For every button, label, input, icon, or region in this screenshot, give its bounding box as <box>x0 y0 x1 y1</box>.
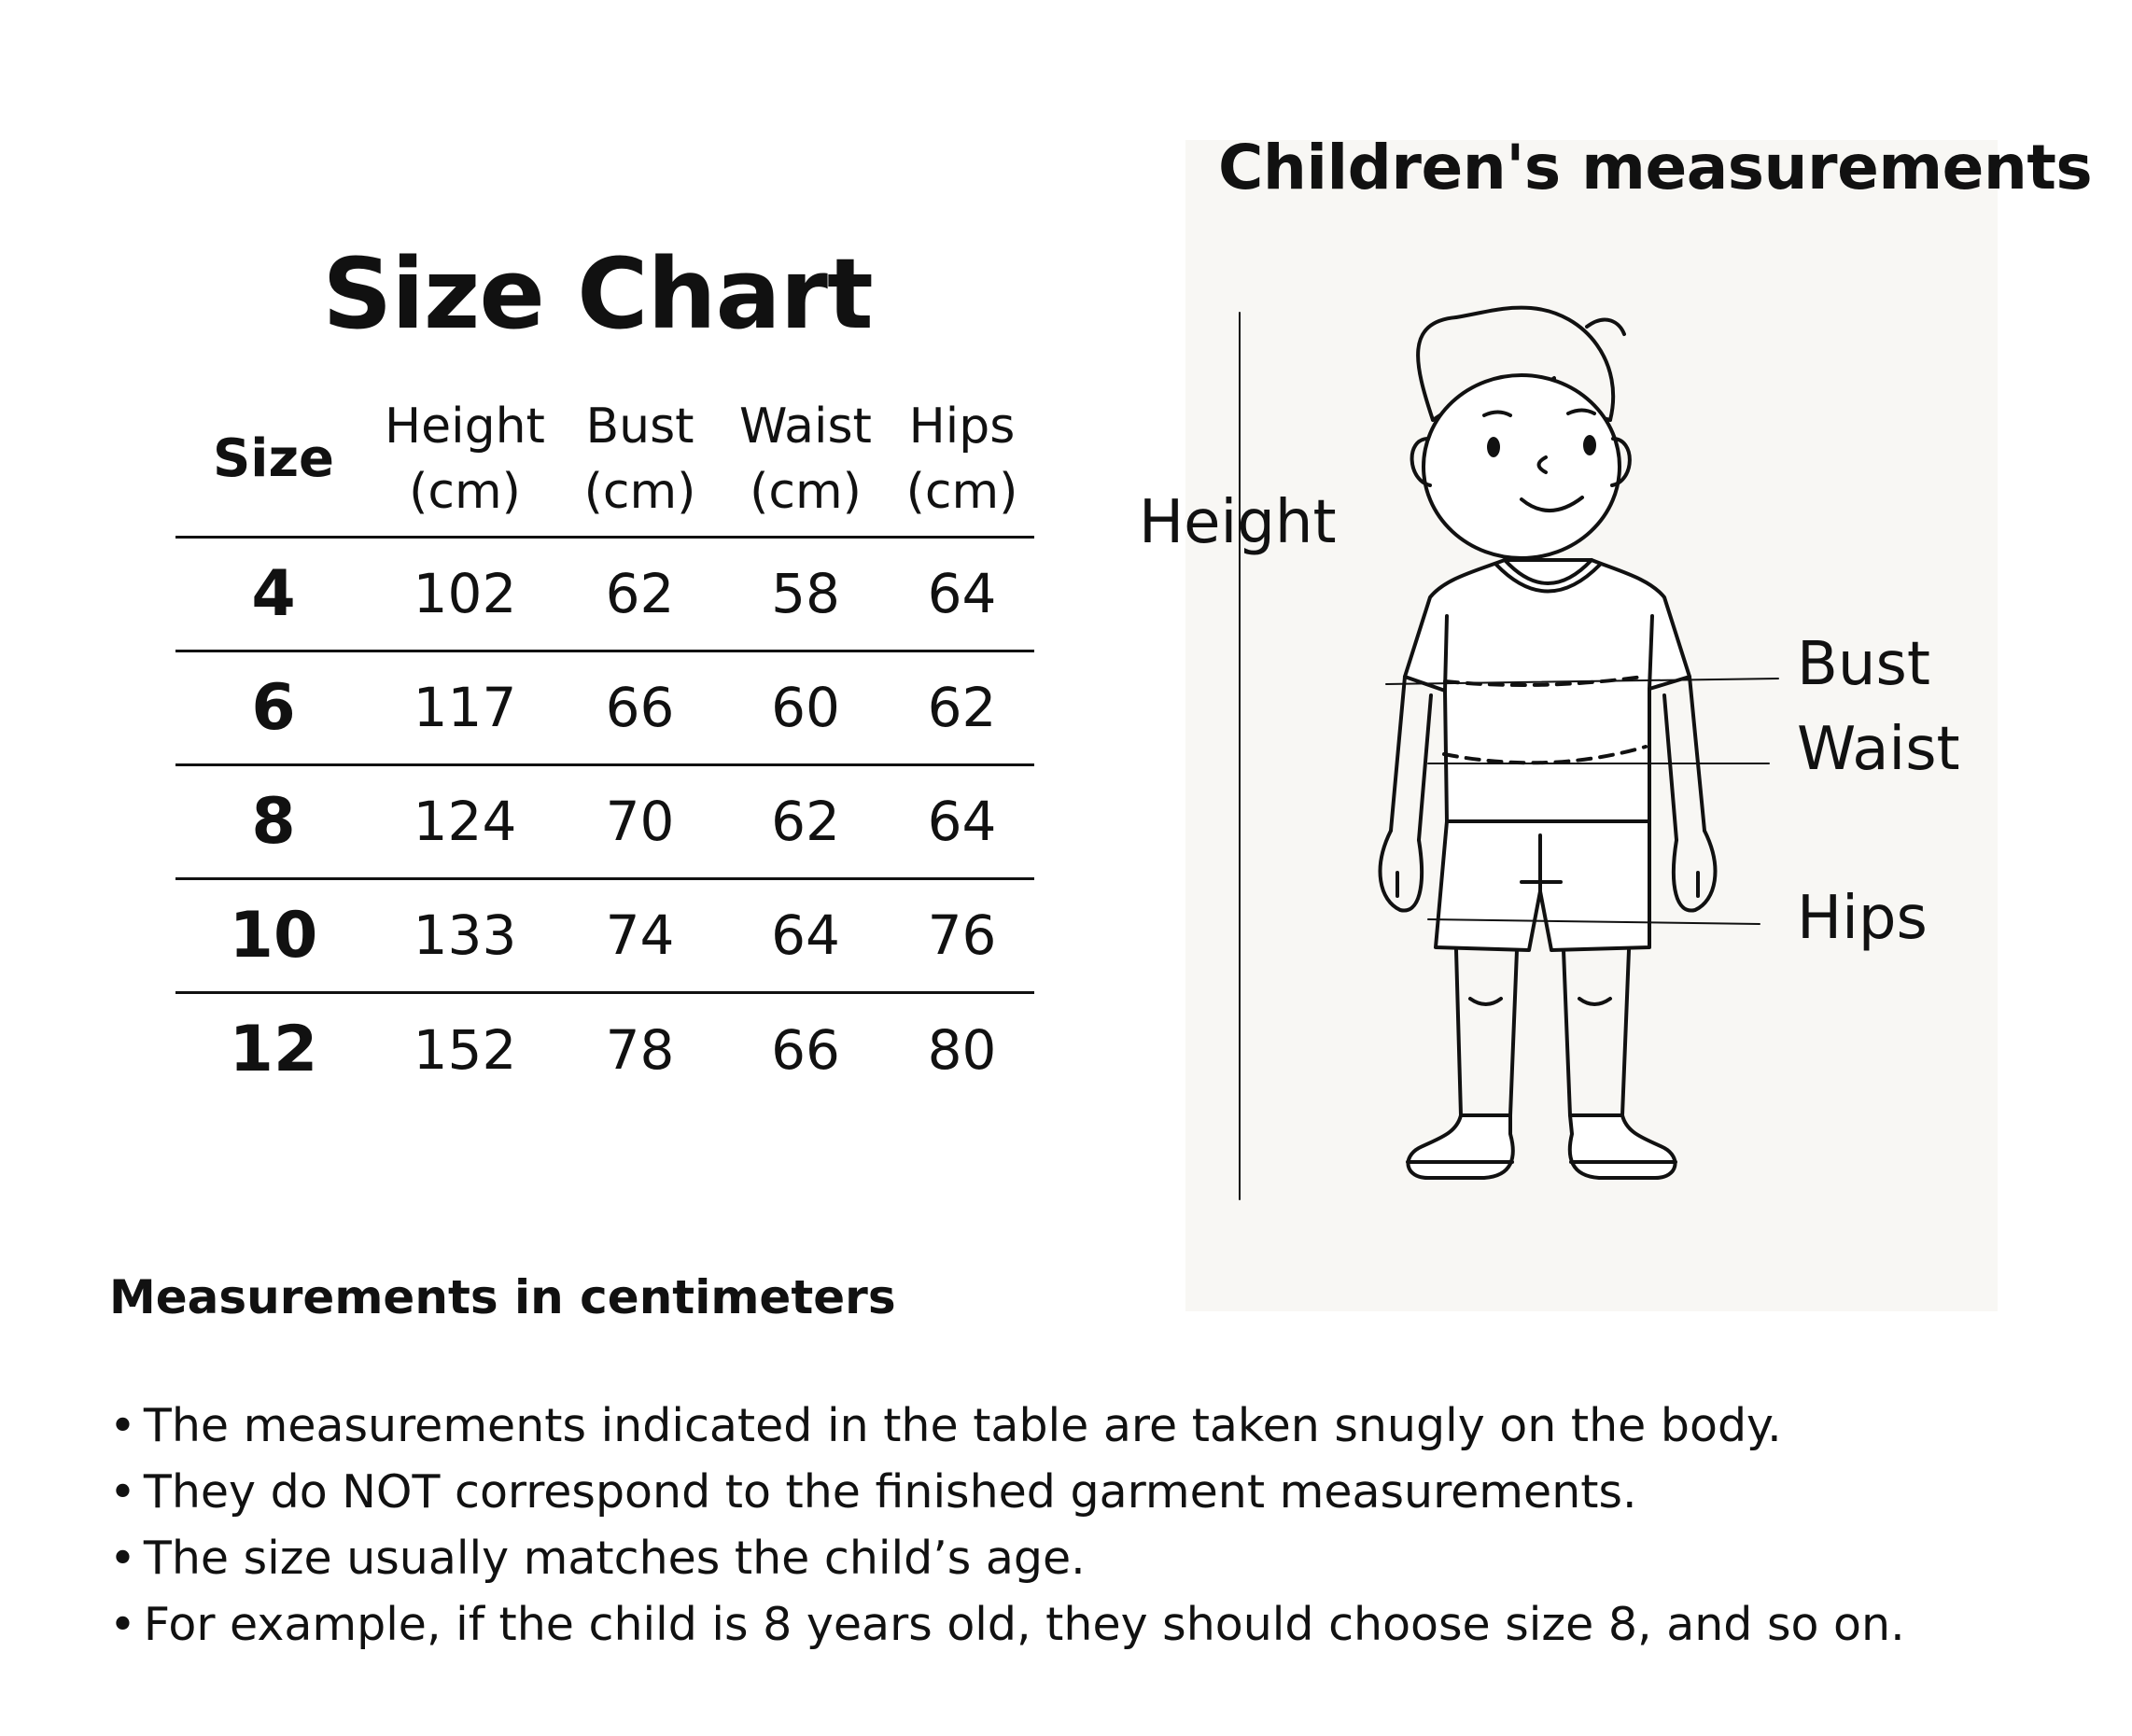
note-item: • For example, if the child is 8 years old, they should choose size 8, and so on. <box>109 1591 1905 1658</box>
size-chart-title: Size Chart <box>322 237 873 351</box>
table-row <box>175 878 1034 992</box>
height-cell: 117 <box>372 651 558 764</box>
height-label: Height <box>1139 488 1337 557</box>
column-header-hips: Hips (cm) <box>890 383 1034 537</box>
size-chart-table <box>175 383 1034 1106</box>
height-cell: 152 <box>413 1017 517 1082</box>
table-row <box>175 764 1034 878</box>
child-head <box>1412 308 1630 558</box>
bust-cell: 74 <box>558 878 722 992</box>
note-item: • They do NOT correspond to the finished garment measurements. <box>109 1459 1905 1525</box>
bust-label: Bust <box>1797 630 1930 699</box>
bust-cell: 66 <box>558 651 722 764</box>
column-header-height: Height (cm) <box>372 383 558 537</box>
bust-cell: 62 <box>558 537 722 651</box>
hips-cell: 64 <box>890 537 1034 651</box>
size-cell: 12 <box>229 1013 318 1087</box>
note-item: • The size usually matches the child’s age. <box>109 1525 1905 1591</box>
hips-cell: 76 <box>890 878 1034 992</box>
waist-cell: 60 <box>722 651 890 764</box>
height-cell: 133 <box>372 878 558 992</box>
waist-cell: 66 <box>771 1017 840 1082</box>
hips-cell: 62 <box>890 651 1034 764</box>
column-header-bust: Bust (cm) <box>558 383 722 537</box>
height-cell: 124 <box>372 764 558 878</box>
table-row <box>175 537 1034 651</box>
notes-heading: Measurements in centimeters <box>109 1270 896 1324</box>
waist-cell: 62 <box>722 764 890 878</box>
child-figure-illustration <box>1185 280 1792 1223</box>
hips-label: Hips <box>1797 884 1928 953</box>
table-row <box>175 992 1034 1106</box>
notes-list <box>109 1393 1905 1658</box>
child-tshirt <box>1405 560 1690 821</box>
column-header-waist: Waist (cm) <box>722 383 890 537</box>
size-cell: 6 <box>175 651 372 764</box>
child-shorts <box>1436 821 1649 950</box>
bust-cell: 78 <box>605 1017 675 1082</box>
table-header-row <box>175 383 1034 537</box>
size-cell: 8 <box>175 764 372 878</box>
waist-label: Waist <box>1797 715 1960 784</box>
bust-cell: 70 <box>558 764 722 878</box>
table-row <box>175 651 1034 764</box>
hips-cell: 80 <box>927 1017 997 1082</box>
waist-cell: 58 <box>722 537 890 651</box>
hips-cell: 64 <box>890 764 1034 878</box>
size-cell: 4 <box>175 537 372 651</box>
height-cell: 102 <box>372 537 558 651</box>
waist-cell: 64 <box>722 878 890 992</box>
child-legs <box>1456 950 1629 1115</box>
note-item: • The measurements indicated in the table are taken snugly on the body. <box>109 1393 1905 1459</box>
illustration-title: Children's measurements <box>1218 132 2093 203</box>
size-cell: 10 <box>175 878 372 992</box>
column-header-size: Size <box>175 383 372 537</box>
child-shoes <box>1408 1115 1676 1178</box>
